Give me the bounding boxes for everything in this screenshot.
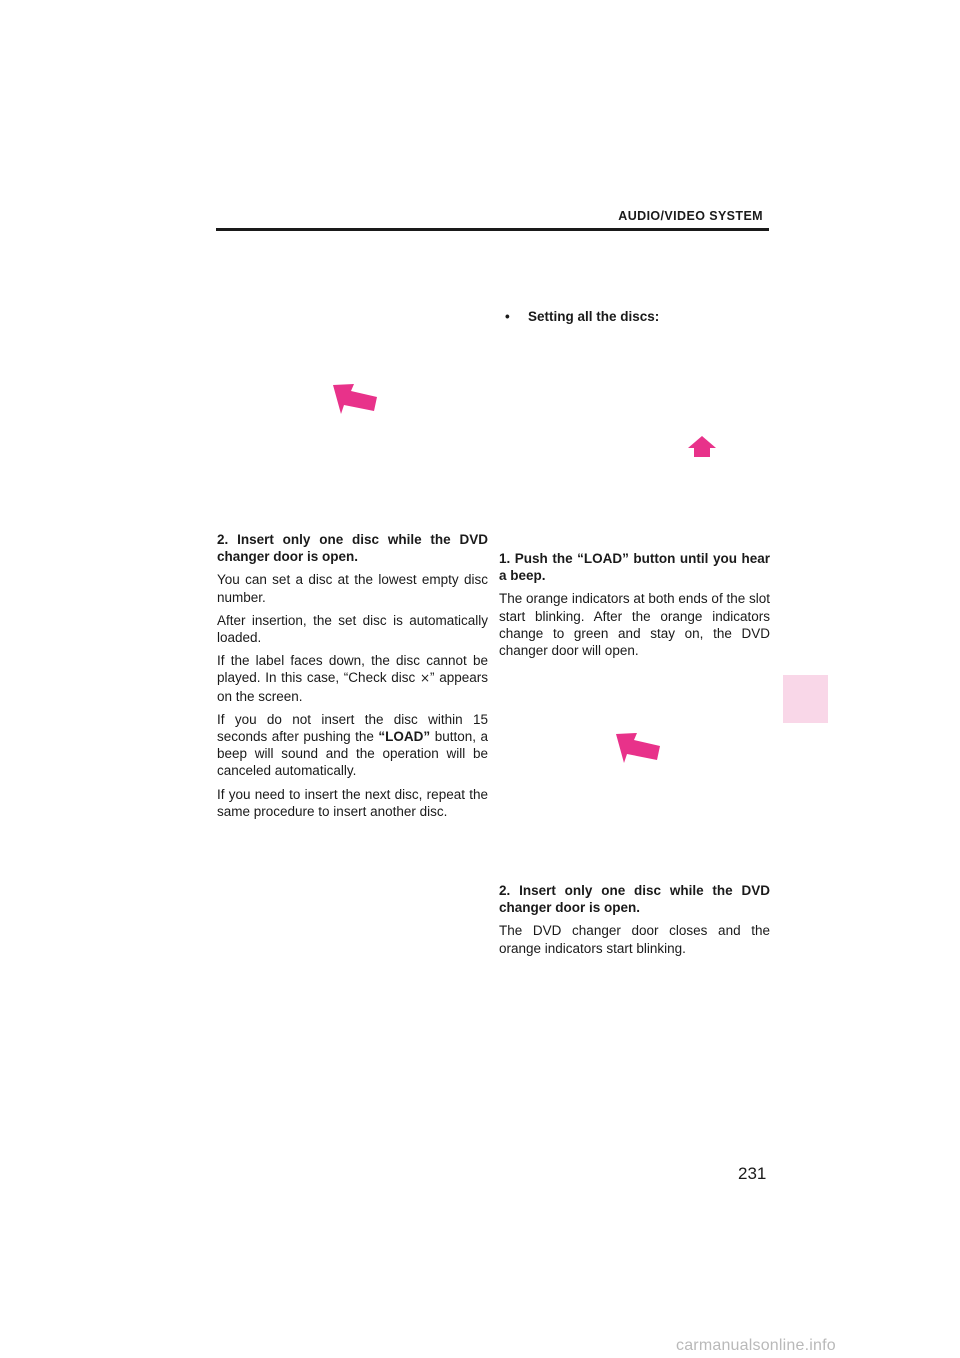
left-column: [217, 531, 488, 826]
cross-symbol: ×: [419, 671, 431, 686]
section-title: AUDIO/VIDEO SYSTEM: [618, 209, 763, 223]
paragraph: If you need to insert the next disc, repeat the same procedure to insert another disc.: [217, 786, 488, 819]
pink-arrow-icon: [687, 436, 717, 458]
bullet-heading: • Setting all the discs:: [505, 309, 660, 324]
paragraph: If the label faces down, the disc cannot be played. In this case, “Check disc ×” appears on the screen.: [217, 653, 488, 704]
paragraph: The orange indicators at both ends of the slot start blinking. After the orange indicators change to green and stay on, the DVD changer door will open.: [499, 591, 770, 659]
step-1-instruction: 1. Push the “LOAD” button until you hear a beep.: [499, 551, 770, 584]
page-number: 231: [738, 1164, 767, 1183]
pink-arrow-icon: [614, 732, 664, 766]
pink-arrow-icon: [331, 383, 381, 417]
watermark[interactable]: carmanualsonline.info: [676, 1337, 836, 1354]
right-column-step-1: [499, 550, 770, 665]
right-column-step-2: [499, 882, 770, 963]
step-2-instruction: 2. Insert only one disc while the DVD changer door is open.: [217, 532, 488, 565]
paragraph: After insertion, the set disc is automatically loaded.: [217, 612, 488, 646]
paragraph: The DVD changer door closes and the orange indicators start blinking.: [499, 923, 770, 956]
paragraph: You can set a disc at the lowest empty disc number.: [217, 572, 488, 605]
section-tab: [783, 675, 828, 723]
diamond-bullet: •: [505, 309, 510, 324]
load-keyword: “LOAD”: [378, 729, 431, 745]
header-rule: [216, 228, 769, 231]
paragraph: If you do not insert the disc within 15 seconds after pushing the “LOAD” button, a beep will sound and the operation will be canceled automatically.: [217, 711, 488, 779]
step-2-instruction: 2. Insert only one disc while the DVD changer door is open.: [499, 883, 770, 916]
